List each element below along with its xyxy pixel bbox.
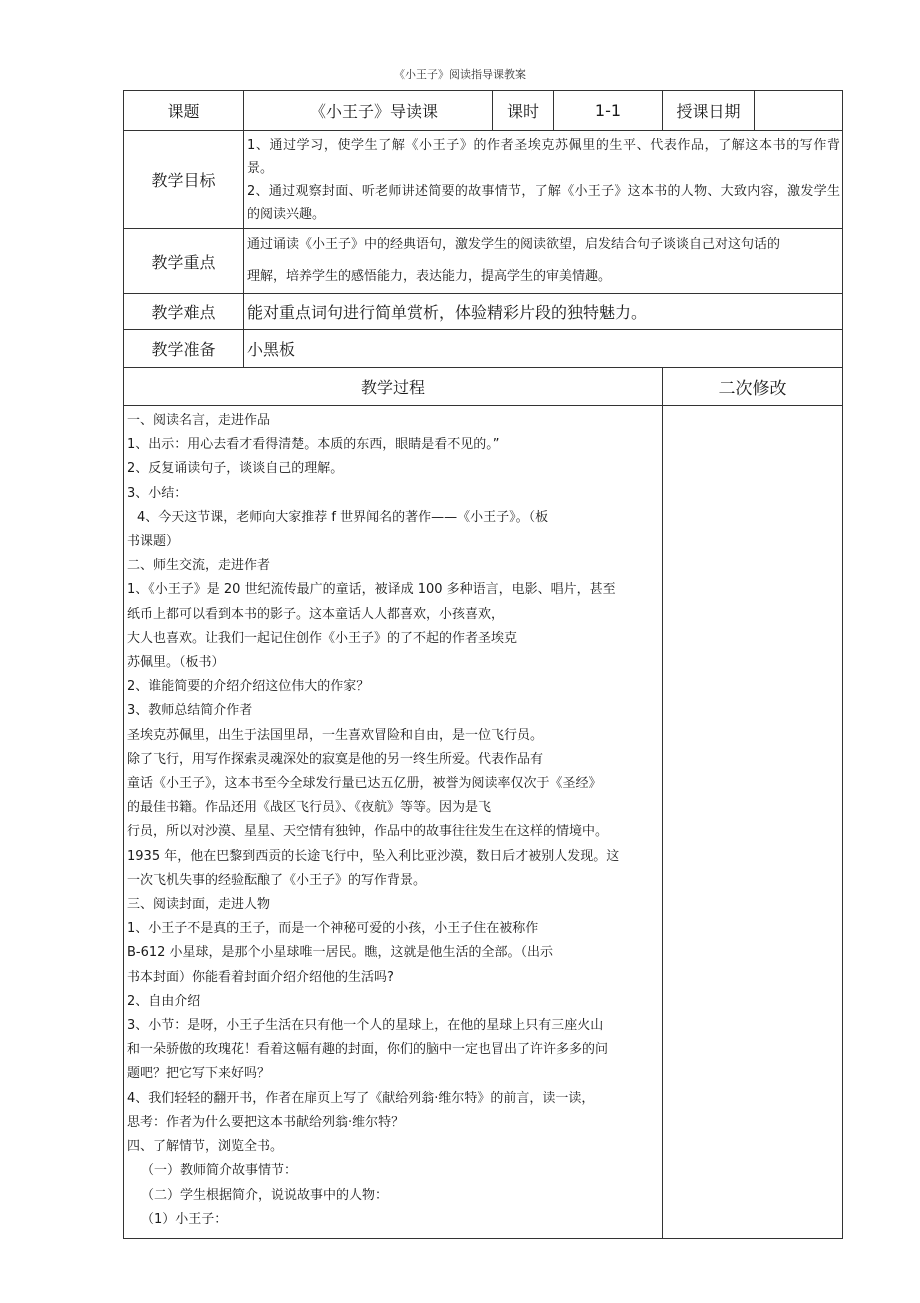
process-line: 一、阅读名言，走进作品 bbox=[127, 413, 271, 428]
process-line: 行员，所以对沙漠、星星、天空情有独钟，作品中的故事往往发生在这样的情境中。 bbox=[127, 824, 609, 840]
process-line: （二）学生根据简介，说说故事中的人物： bbox=[141, 1187, 389, 1203]
process-header: 教学过程 bbox=[124, 368, 663, 406]
period-label: 课时 bbox=[493, 91, 554, 131]
difficulty-label: 教学难点 bbox=[124, 294, 244, 330]
topic-label: 课题 bbox=[124, 91, 244, 131]
objectives-content bbox=[244, 131, 843, 229]
lesson-plan-table bbox=[123, 90, 843, 1239]
process-line: 2、反复诵读句子，谈谈自己的理解。 bbox=[127, 461, 344, 477]
process-line: 圣埃克苏佩里，出生于法国里昂，一生喜欢冒险和自由，是一位飞行员。 bbox=[127, 727, 544, 743]
objective-item: 2、通过观察封面、听老师讲述简要的故事情节，了解《小王子》这本书的人物、大致内容，激发学生的阅读兴趣。 bbox=[247, 183, 840, 222]
process-content bbox=[124, 406, 663, 1239]
process-line: 1、出示：用心去看才看得清楚。本质的东西，眼睛是看不见的。” bbox=[127, 437, 500, 453]
process-line: 书课题） bbox=[127, 534, 180, 550]
key-points-content bbox=[244, 229, 843, 294]
process-line: 4、我们轻轻的翻开书，作者在扉页上写了《献给列翁·维尔特》的前言，读一读， bbox=[127, 1090, 595, 1106]
process-line: 1、《小王子》是 20 世纪流传最广的童话，被译成 100 多种语言，电影、唱片，甚至 bbox=[127, 582, 616, 598]
document-header: 《小王子》阅读指导课教案 bbox=[394, 68, 526, 81]
date-value bbox=[755, 91, 843, 131]
process-line: 1、小王子不是真的王子，而是一个神秘可爱的小孩，小王子住在被称作 bbox=[127, 921, 539, 937]
process-line: 2、自由介绍 bbox=[127, 993, 201, 1009]
process-line: （1）小王子： bbox=[141, 1211, 228, 1227]
process-line: B-612 小星球，是那个小星球唯一居民。瞧，这就是他生活的全部。（出示 bbox=[127, 945, 554, 961]
date-label: 授课日期 bbox=[663, 91, 755, 131]
revision-content bbox=[663, 406, 843, 1239]
preparation-value: 小黑板 bbox=[244, 330, 843, 368]
process-row bbox=[124, 406, 843, 1239]
topic-value: 《小王子》导读课 bbox=[244, 91, 493, 131]
process-line: 二、师生交流，走进作者 bbox=[127, 558, 271, 574]
preparation-label: 教学准备 bbox=[124, 330, 244, 368]
objectives-label: 教学目标 bbox=[124, 131, 244, 229]
process-line: 3、小结： bbox=[127, 485, 188, 501]
process-line: 书本封面）你能看着封面介绍介绍他的生活吗? bbox=[127, 969, 394, 985]
key-point-line: 理解，培养学生的感悟能力，表达能力，提高学生的审美情趣。 bbox=[247, 269, 612, 284]
revision-header: 二次修改 bbox=[663, 368, 843, 406]
process-line: 4、今天这节课，老师向大家推荐 f 世界闻名的著作——《小王子》。（板 bbox=[137, 509, 549, 525]
process-line: 苏佩里。（板书） bbox=[127, 655, 225, 671]
objective-item: 1、通过学习，使学生了解《小王子》的作者圣埃克苏佩里的生平、代表作品，了解这本书的写作背景。 bbox=[247, 137, 840, 176]
process-line: 四、了解情节，浏览全书。 bbox=[127, 1139, 284, 1155]
key-points-label: 教学重点 bbox=[124, 229, 244, 294]
process-line: （一）教师简介故事情节： bbox=[141, 1163, 298, 1179]
process-line: 纸币上都可以看到本书的影子。这本童话人人都喜欢，小孩喜欢， bbox=[127, 606, 505, 622]
key-point-line: 通过诵读《小王子》中的经典语句，激发学生的阅读欲望，启发结合句子谈谈自己对这句话的 bbox=[247, 237, 781, 252]
period-value: 1-1 bbox=[554, 91, 663, 131]
process-line: 和一朵骄傲的玫瑰花！看着这幅有趣的封面，你们的脑中一定也冒出了许许多多的问 bbox=[127, 1042, 609, 1058]
process-line: 2、谁能简要的介绍介绍这位伟大的作家？ bbox=[127, 679, 370, 695]
info-row bbox=[124, 91, 843, 131]
process-line: 一次飞机失事的经验酝酿了《小王子》的写作背景。 bbox=[127, 872, 427, 888]
process-line: 题吧？把它写下来好吗？ bbox=[127, 1066, 271, 1082]
process-line: 除了飞行，用写作探索灵魂深处的寂寞是他的另一终生所爱。代表作品有 bbox=[127, 751, 544, 767]
process-line: 大人也喜欢。让我们一起记住创作《小王子》的了不起的作者圣埃克 bbox=[127, 630, 518, 646]
process-line: 童话《小王子》，这本书至今全球发行量已达五亿册，被誉为阅读率仅次于《圣经》 bbox=[127, 776, 602, 792]
process-line: 3、小节：是呀，小王子生活在只有他一个人的星球上，在他的星球上只有三座火山 bbox=[127, 1018, 604, 1034]
preparation-row bbox=[124, 330, 843, 368]
process-line: 3、教师总结简介作者 bbox=[127, 703, 253, 719]
process-line: 1935 年，他在巴黎到西贡的长途飞行中，坠入利比亚沙漠，数日后才被别人发现。这 bbox=[127, 848, 620, 864]
process-line: 的最佳书籍。作品还用《战区飞行员》、《夜航》等等。因为是飞 bbox=[127, 800, 492, 816]
process-line: 三、阅读封面，走进人物 bbox=[127, 897, 271, 913]
key-points-row bbox=[124, 229, 843, 294]
difficulty-value: 能对重点词句进行简单赏析，体验精彩片段的独特魅力。 bbox=[244, 294, 843, 330]
difficulty-row bbox=[124, 294, 843, 330]
process-header-row bbox=[124, 368, 843, 406]
objectives-row bbox=[124, 131, 843, 229]
process-line: 思考：作者为什么要把这本书献给列翁·维尔特？ bbox=[127, 1114, 405, 1130]
